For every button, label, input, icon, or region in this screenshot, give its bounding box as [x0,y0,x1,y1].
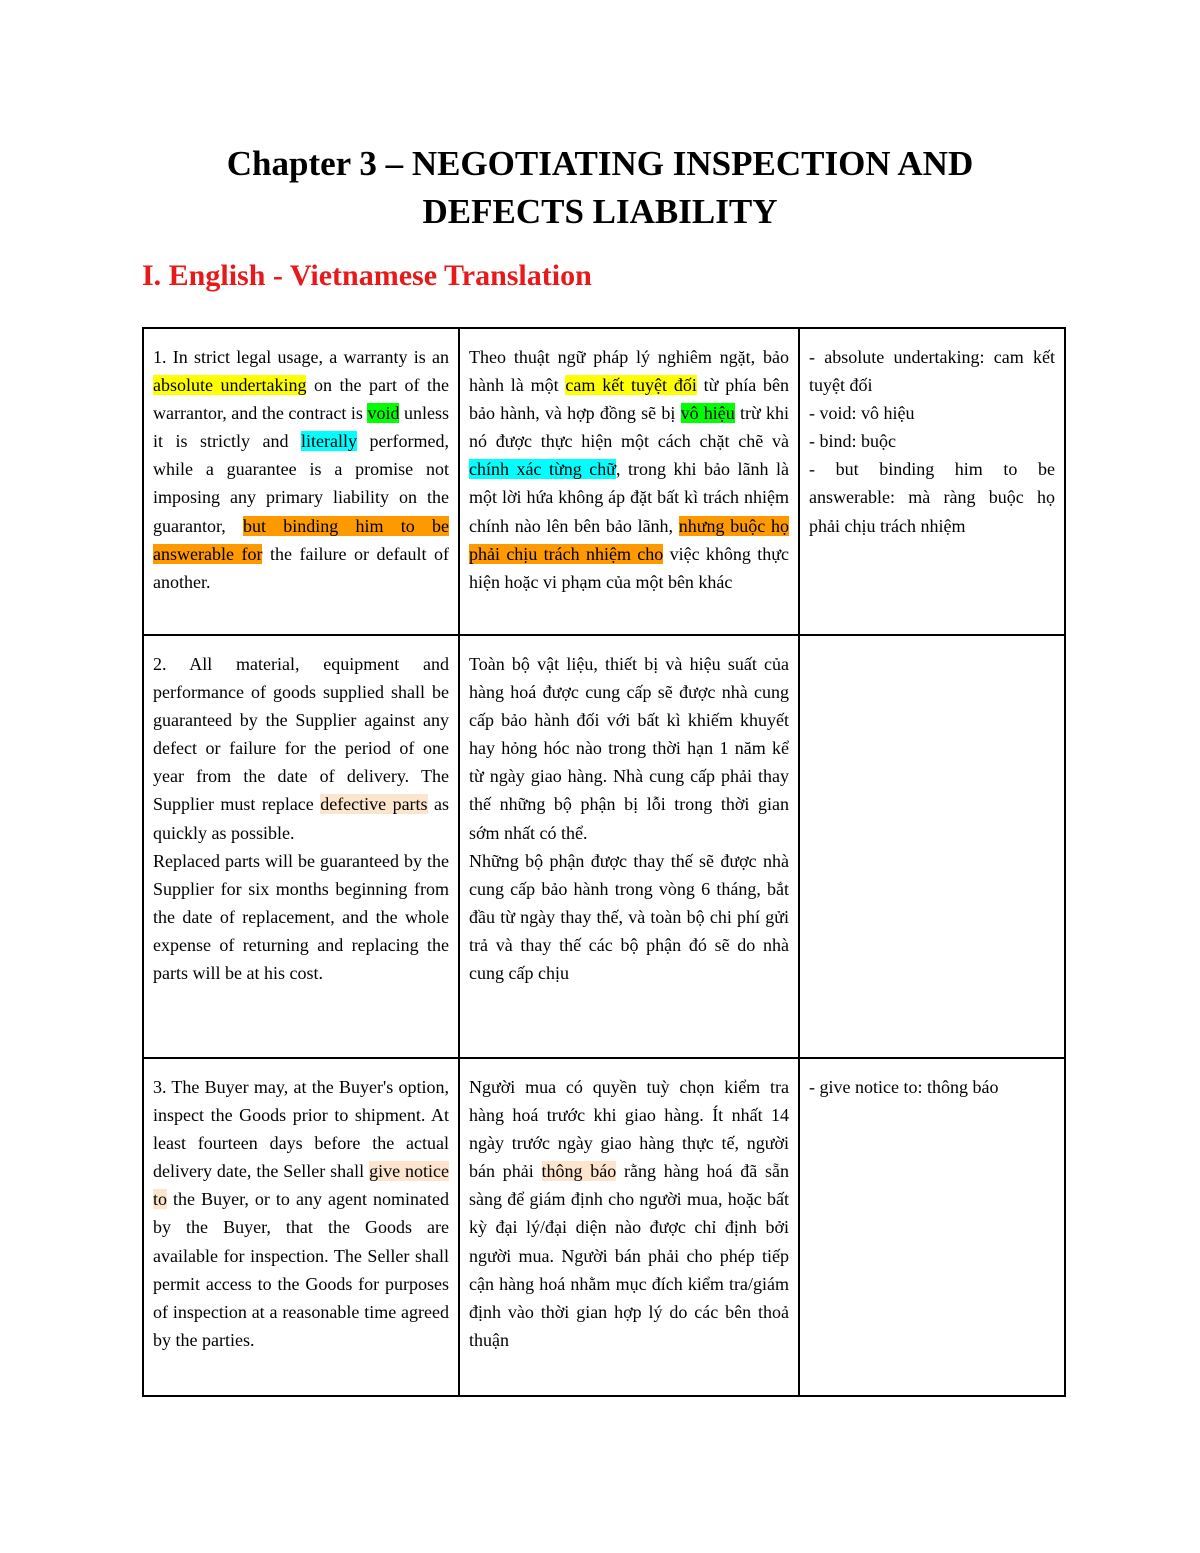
table-row [143,635,1065,1058]
highlight: cam kết tuyệt đối [565,375,697,396]
translation-table [142,327,1066,1397]
highlight: literally [301,431,358,452]
highlight: give notice to [153,1161,449,1210]
highlight: void [367,403,400,424]
highlight: nhưng buộc họ phải chịu trách nhiệm cho [469,515,789,564]
note-item: - absolute undertaking: cam kết tuyệt đối [809,347,1055,396]
note-item: - void: vô hiệu [809,403,915,424]
highlight: chính xác từng chữ [469,459,616,480]
highlight: vô hiệu [680,403,735,424]
document-title [0,140,1200,236]
paragraph: 2. All material, equipment and performance of goods supplied shall be guaranteed by the Supplier against any defect or failure for the period of one year from the date of delivery. The Supplier must replace defective parts as quickly as possible. [153,654,449,843]
highlight: absolute undertaking [153,375,307,396]
vietnamese-cell: Theo thuật ngữ pháp lý nghiêm ngặt, bảo hành là một cam kết tuyệt đối từ phía bên bảo hành, và hợp đồng sẽ bị vô hiệu trừ khi nó được thực hiện một cách chặt chẽ và chính xác từng chữ, trong khi bảo lãnh là một lời hứa không áp đặt bất kì trách nhiệm chính nào lên bên bảo lãnh, nhưng buộc họ phải chịu trách nhiệm cho việc không thực hiện hoặc vi phạm của một bên khác [459,328,799,635]
vietnamese-cell: Người mua có quyền tuỳ chọn kiểm tra hàng hoá trước khi giao hàng. Ít nhất 14 ngày trước ngày giao hàng thực tế, người bán phải thông báo rằng hàng hoá đã sẵn sàng để giám định cho người mua, hoặc bất kỳ đại lý/đại diện nào được chỉ định bởi người mua. Người bán phải cho phép tiếp cận hàng hoá nhằm mục đích kiểm tra/giám định vào thời gian hợp lý do các bên thoả thuận [459,1058,799,1396]
document-title-line-2: DEFECTS LIABILITY [422,192,778,231]
note-item: - bind: buộc [809,431,896,452]
english-cell [143,635,459,1058]
paragraph: Toàn bộ vật liệu, thiết bị và hiệu suất của hàng hoá được cung cấp sẽ được nhà cung cấp bảo hành đối với bất kì khiếm khuyết hay hỏng hóc nào trong thời hạn 1 năm kể từ ngày giao hàng. Nhà cung cấp phải thay thế những bộ phận bị lỗi trong thời gian sớm nhất có thể. [469,654,789,843]
vietnamese-cell [459,635,799,1058]
paragraph: Replaced parts will be guaranteed by the Supplier for six months beginning from the date of replacement, and the whole expense of returning and replacing the parts will be at his cost. [153,850,449,984]
table-row [143,328,1065,635]
english-cell: 3. The Buyer may, at the Buyer's option, inspect the Goods prior to shipment. At least fourteen days before the actual delivery date, the Seller shall give notice to the Buyer, or to any agent nominated by the Buyer, that the Goods are available for inspection. The Seller shall permit access to the Goods for purposes of inspection at a reasonable time agreed by the parties. [143,1058,459,1396]
paragraph: Những bộ phận được thay thế sẽ được nhà cung cấp bảo hành trong vòng 6 tháng, bắt đầu từ ngày thay thế, và toàn bộ chi phí gửi trả và thay thế các bộ phận đó sẽ do nhà cung cấp chịu [469,850,789,984]
highlight: defective parts [320,794,428,815]
highlight: but binding him to be answerable for [153,515,449,564]
notes-cell [799,328,1065,635]
table-row [143,1058,1065,1396]
document-title-line-1: Chapter 3 – NEGOTIATING INSPECTION AND [226,144,974,183]
notes-cell [799,635,1065,1058]
highlight: thông báo [541,1161,617,1182]
english-cell: 1. In strict legal usage, a warranty is an absolute undertaking on the part of the warrantor, and the contract is void unless it is strictly and literally performed, while a guarantee is a promise not imposing any primary liability on the guarantor, but binding him to be answerable for the failure or default of another. [143,328,459,635]
note-item: - but binding him to be answerable: mà ràng buộc họ phải chịu trách nhiệm [809,459,1055,536]
section-heading: I. English - Vietnamese Translation [142,259,592,292]
notes-cell [799,1058,1065,1396]
note-item: - give notice to: thông báo [809,1077,999,1097]
